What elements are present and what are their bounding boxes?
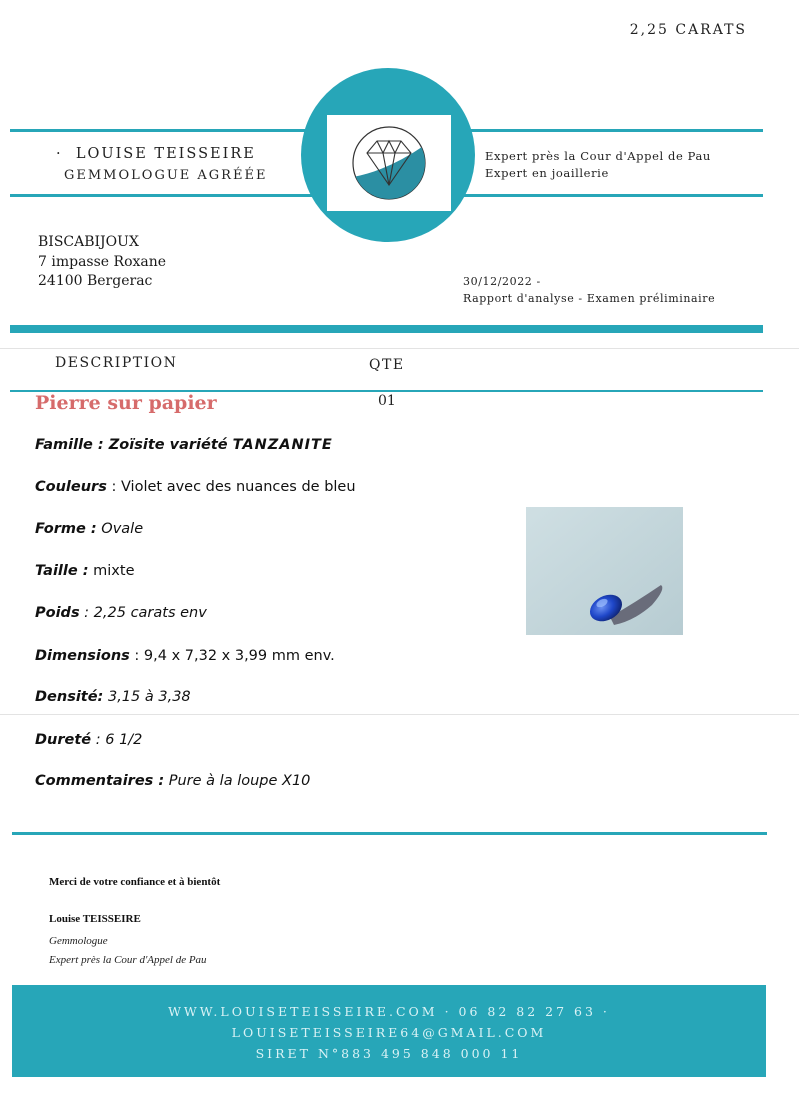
logo: [327, 115, 451, 211]
property-value: : 9,4 x 7,32 x 3,99 mm env.: [129, 648, 335, 664]
property-key: Commentaires :: [35, 773, 165, 789]
gemstone-image: [526, 507, 683, 635]
property-value: Ovale: [96, 521, 144, 537]
property-value: Pure à la loupe X10: [164, 773, 311, 789]
property-key: Forme :: [35, 521, 97, 537]
signature-name: Louise TEISSEIRE: [49, 913, 141, 925]
brand-name: LOUISE TEISSEIRE: [75, 146, 256, 162]
property-commentaires: [35, 773, 310, 789]
item-qty: 01: [378, 393, 396, 409]
property-value: : 6 1/2: [91, 732, 143, 748]
footer-email: LOUISETEISSEIRE64@GMAIL.COM: [231, 1025, 547, 1040]
client-name: BISCABIJOUX: [38, 234, 139, 250]
paper-fold-line: [0, 348, 799, 349]
expert-block: [485, 148, 711, 182]
property-value-strong: TANZANITE: [232, 437, 333, 453]
report-info: [463, 273, 715, 307]
client-city: 24100 Bergerac: [38, 273, 153, 289]
section-rule: [12, 832, 767, 835]
brand-title: GEMMOLOGUE AGRÉÉE: [64, 168, 268, 183]
property-value: mixte: [88, 563, 135, 579]
property-value: : 2,25 carats env: [79, 605, 207, 621]
property-taille: [35, 563, 135, 579]
brand-block: [56, 143, 267, 187]
expert-line-1: Expert près la Cour d'Appel de Pau: [485, 149, 711, 163]
property-forme: [35, 521, 143, 537]
property-key: Poids: [35, 605, 80, 621]
column-header-description: DESCRIPTION: [55, 355, 178, 371]
property-dimensions: [35, 648, 335, 664]
footer-website-phone: WWW.LOUISETEISSEIRE.COM · 06 82 82 27 63 ·: [168, 1004, 610, 1019]
property-durete: [35, 732, 142, 748]
property-key: Densité:: [35, 689, 104, 705]
report-type: Rapport d'analyse - Examen préliminaire: [463, 292, 716, 305]
brand-bullet: ·: [56, 146, 63, 162]
report-date: 30/12/2022 -: [463, 275, 541, 288]
signature-role-2: Expert près la Cour d'Appel de Pau: [49, 954, 207, 966]
property-value: : Violet avec des nuances de bleu: [106, 479, 356, 495]
property-key: Couleurs: [35, 479, 107, 495]
property-key: Famille :: [35, 437, 109, 453]
thanks-message: Merci de votre confiance et à bientôt: [49, 876, 221, 888]
paper-fold-line: [0, 714, 799, 715]
diamond-icon: [327, 115, 451, 211]
client-street: 7 impasse Roxane: [38, 253, 167, 270]
item-title: Pierre sur papier: [35, 392, 217, 414]
property-couleurs: [35, 479, 356, 495]
carat-weight-heading: 2,25 CARATS: [629, 22, 747, 38]
property-key: Dimensions: [35, 648, 130, 664]
table-rule-top: [10, 325, 763, 333]
property-poids: [35, 605, 207, 621]
client-address: [38, 233, 166, 292]
property-value: Zoïsite variété: [108, 437, 233, 453]
property-densite: [35, 689, 191, 705]
footer-siret: SIRET N°883 495 848 000 11: [255, 1046, 523, 1061]
property-key: Taille :: [35, 563, 89, 579]
signature-roles: [49, 932, 207, 970]
property-key: Dureté: [35, 732, 92, 748]
expert-line-2: Expert en joaillerie: [485, 166, 609, 180]
gemstone-photo: [526, 507, 683, 635]
footer-band: [12, 985, 766, 1077]
signature-role-1: Gemmologue: [49, 935, 108, 947]
property-famille: [35, 437, 333, 453]
column-header-qty: QTE: [369, 357, 405, 373]
property-value: 3,15 à 3,38: [103, 689, 191, 705]
